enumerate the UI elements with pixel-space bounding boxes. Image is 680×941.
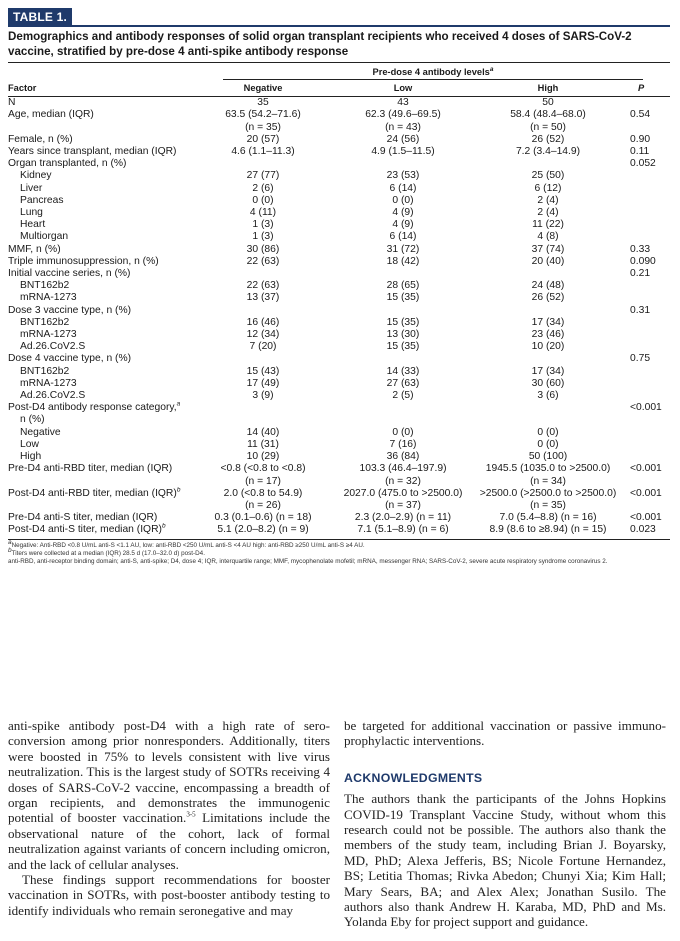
cell-high: 23 (46) <box>531 329 565 341</box>
cell-factor: mRNA-1273 <box>20 377 77 389</box>
table-row <box>8 500 670 512</box>
cell-factor: Post-D4 anti-RBD titer, median (IQR)$^b$ <box>8 486 181 499</box>
cell-negative: 1 (3) <box>252 219 274 231</box>
cell-p: <0.001 <box>630 402 662 414</box>
cell-p <box>618 378 670 390</box>
cell-negative: 17 (49) <box>246 377 280 389</box>
table-row <box>8 390 670 402</box>
cell-high: (n = 35) <box>530 499 566 511</box>
cell-high: 7.2 (3.4–14.9) <box>515 146 581 158</box>
cell-factor: Initial vaccine series, n (%) <box>8 268 131 280</box>
cell-high: 1945.5 (1035.0 to >2500.0) <box>485 463 611 475</box>
cell-high <box>478 268 618 280</box>
table-row <box>8 280 670 292</box>
col-header-factor: Factor <box>8 80 198 97</box>
cell-factor <box>8 122 198 134</box>
cell-p <box>618 231 670 243</box>
cell-p <box>618 292 670 304</box>
cell-low: (n = 43) <box>385 121 421 133</box>
cell-high: 25 (50) <box>531 170 565 182</box>
cell-p: <0.001 <box>630 463 662 475</box>
cell-p: 0.11 <box>630 146 650 158</box>
paragraph-recommendations: These findings support recommendations for booster vaccination in SOTRs, with post-booster antibody testing to identify individuals who remain seronegative and may <box>8 872 330 918</box>
table-row <box>8 292 670 304</box>
cell-high <box>478 158 618 170</box>
table-badge: TABLE 1. <box>8 8 72 25</box>
cell-p: 0.052 <box>630 158 656 170</box>
cell-low <box>328 268 478 280</box>
cell-p <box>618 170 670 182</box>
group-header-label: Pre-dose 4 antibody levels$^a$ <box>372 65 494 77</box>
cell-factor: BNT162b2 <box>20 280 70 292</box>
table-footnotes <box>8 538 670 567</box>
cell-factor: Age, median (IQR) <box>8 109 94 121</box>
cell-negative: 10 (29) <box>246 451 280 463</box>
col-header-high: High <box>478 80 618 97</box>
cell-factor: mRNA-1273 <box>20 329 77 341</box>
cell-high <box>478 353 618 365</box>
cell-negative: (n = 35) <box>245 121 281 133</box>
cell-negative: (n = 26) <box>245 499 281 511</box>
table-row <box>8 451 670 463</box>
cell-low: 2.3 (2.0–2.9) (n = 11) <box>354 512 452 524</box>
table-row <box>8 488 670 500</box>
cell-factor <box>8 500 198 512</box>
cell-p: 0.54 <box>630 109 651 121</box>
cell-negative: 16 (46) <box>246 316 280 328</box>
cell-high: 6 (12) <box>534 182 562 194</box>
table-header-row <box>8 80 670 97</box>
table-row <box>8 378 670 390</box>
table-row <box>8 122 670 134</box>
cell-negative: (n = 17) <box>245 475 281 487</box>
cell-factor: Negative <box>20 426 61 438</box>
cell-low: 2 (5) <box>392 390 414 402</box>
cell-p: 0.90 <box>630 133 651 145</box>
cell-negative: 4 (11) <box>249 207 277 219</box>
cell-factor: Dose 4 vaccine type, n (%) <box>8 353 132 365</box>
cell-negative: 7 (20) <box>249 341 277 353</box>
cell-negative <box>198 414 328 426</box>
cell-high: 24 (48) <box>531 280 565 292</box>
cell-factor: Post-D4 anti-S titer, median (IQR)$^b$ <box>8 524 198 539</box>
cell-negative: 63.5 (54.2–71.6) <box>225 109 301 121</box>
cell-factor: Organ transplanted, n (%) <box>8 158 127 170</box>
cell-low: 4 (9) <box>392 219 414 231</box>
cell-low: 4.9 (1.5–11.5) <box>371 146 435 158</box>
cell-low: 36 (84) <box>386 451 420 463</box>
table-row <box>8 353 670 365</box>
cell-high: 2 (4) <box>537 194 559 206</box>
cell-negative: <0.8 (<0.8 to <0.8) <box>220 463 306 475</box>
cell-low <box>328 402 478 414</box>
table-row <box>8 402 670 414</box>
cell-factor <box>8 476 198 488</box>
cell-high: >2500.0 (>2500.0 to >2500.0) <box>479 487 617 499</box>
cell-high: 26 (52) <box>531 133 565 145</box>
cell-p <box>618 476 670 488</box>
cell-p <box>618 341 670 353</box>
table-row <box>8 268 670 280</box>
cell-p <box>618 390 670 402</box>
group-header-rule <box>223 79 643 80</box>
cell-low: 14 (33) <box>386 365 420 377</box>
cell-negative: 0.3 (0.1–0.6) (n = 18) <box>214 512 312 524</box>
table-row <box>8 476 670 488</box>
acknowledgments-heading: ACKNOWLEDGMENTS <box>344 770 483 785</box>
cell-p <box>618 195 670 207</box>
cell-p <box>618 97 670 110</box>
table-row <box>8 207 670 219</box>
cell-negative: 13 (37) <box>246 292 280 304</box>
cell-negative: 15 (43) <box>246 365 280 377</box>
paragraph-discussion: anti-spike antibody post-D4 with a high rate of sero-conversion among prior nonresponders. Additionally, titers were boosted in 75% to levels consistent with live virus neutralization. This is the largest study of SOTRs receiving 4 doses of SARS-CoV-2 vaccine, encompassing a breadth of organ recipients, and demonstrates the immunogenic potential of booster vaccination.$^{3-5}$ Limitations include the observational nature of the cohort, lack of formal neutralization against variants of concern including omicron, and the lack of cellular analyses. <box>8 718 330 872</box>
cell-high: 10 (20) <box>531 341 565 353</box>
cell-negative: 35 <box>257 97 269 109</box>
cell-low <box>328 158 478 170</box>
cell-low: 4 (9) <box>392 207 414 219</box>
cell-p: <0.001 <box>630 512 662 524</box>
acknowledgments-text: The authors thank the participants of the Johns Hopkins COVID-19 Transplant Vaccine Study, without whom this research could not be possible. The authors also thank the members of the study team, including Brian J. Boyarsky, MD, PhD; Alexa Jefferis, BS; Nicole Fortune Hernandez, BS; Letitia Thomas; Rivka Abedon; Chunyi Xia; Kim Hall; Mary Sears, BA; and Alex Alex; Jonathan Susilo. The authors also thank Andrew H. Karaba, MD, PhD and Ms. Yolanda Eby for project support and guidance. <box>344 791 666 930</box>
cell-p <box>618 280 670 292</box>
table-row <box>8 341 670 353</box>
footnote: anti-RBD, anti-receptor binding domain; anti-S, anti-spike; D4, dose 4; IQR, interquartile range; MMF, mycophenolate mofetil; mRNA, messenger RNA; SARS-CoV-2, severe acute respiratory syndrome coronavirus 2. <box>8 557 608 565</box>
cell-low: 7 (16) <box>389 438 417 450</box>
cell-low: 7.1 (5.1–8.9) (n = 6) <box>328 524 478 539</box>
cell-high: 3 (6) <box>537 390 559 402</box>
cell-low: 0 (0) <box>392 194 414 206</box>
cell-factor: Lung <box>20 207 43 219</box>
cell-p <box>618 427 670 439</box>
cell-low: 28 (65) <box>386 280 420 292</box>
cell-low: 6 (14) <box>389 231 417 243</box>
table-row <box>8 146 670 158</box>
cell-high: 37 (74) <box>531 243 565 255</box>
table-row <box>8 414 670 426</box>
cell-factor: Female, n (%) <box>8 133 73 145</box>
cell-negative: 3 (9) <box>252 390 274 402</box>
cell-high: 0 (0) <box>537 438 559 450</box>
table-body <box>8 97 670 539</box>
cell-negative: 27 (77) <box>246 170 280 182</box>
cell-factor: Pre-D4 anti-RBD titer, median (IQR) <box>8 463 173 475</box>
table-row <box>8 134 670 146</box>
cell-low: 2027.0 (475.0 to >2500.0) <box>343 487 463 499</box>
cell-p <box>618 451 670 463</box>
cell-low <box>328 414 478 426</box>
cell-factor: MMF, n (%) <box>8 243 61 255</box>
cell-low <box>328 305 478 317</box>
cell-high: 50 (100) <box>528 451 568 463</box>
cell-negative: 22 (63) <box>246 280 280 292</box>
cell-low: (n = 37) <box>385 499 421 511</box>
cell-high: (n = 50) <box>530 121 566 133</box>
table-row <box>8 524 670 539</box>
table-row <box>8 170 670 182</box>
cell-negative: 14 (40) <box>246 426 280 438</box>
cell-negative: 4.6 (1.1–11.3) <box>231 146 295 158</box>
cell-factor: BNT162b2 <box>20 316 70 328</box>
table-row <box>8 97 670 110</box>
cell-p: 0.090 <box>630 255 656 267</box>
cell-factor: Triple immunosuppression, n (%) <box>8 255 159 267</box>
cell-high: 26 (52) <box>531 292 565 304</box>
col-header-low: Low <box>328 80 478 97</box>
table-row <box>8 109 670 121</box>
cell-p: 0.21 <box>630 268 651 280</box>
cell-p: 0.023 <box>618 524 670 539</box>
cell-high: 11 (22) <box>532 219 564 231</box>
col-header-p: P <box>618 80 670 97</box>
cell-low: 103.3 (46.4–197.9) <box>359 463 447 475</box>
cell-low <box>328 353 478 365</box>
left-column <box>8 718 330 918</box>
table-row <box>8 231 670 243</box>
cell-factor: N <box>8 97 16 109</box>
cell-p <box>618 329 670 341</box>
cell-high <box>478 305 618 317</box>
cell-p <box>618 122 670 134</box>
cell-high <box>478 402 618 414</box>
cell-p <box>618 414 670 426</box>
cell-p <box>618 219 670 231</box>
cell-low: 27 (63) <box>386 377 420 389</box>
cell-p <box>618 439 670 451</box>
cell-factor: n (%) <box>20 414 45 426</box>
cell-high: 30 (60) <box>531 377 565 389</box>
table-row <box>8 512 670 524</box>
data-table <box>8 80 670 540</box>
table-row <box>8 317 670 329</box>
table-row <box>8 366 670 378</box>
cell-high <box>478 414 618 426</box>
cell-low: 15 (35) <box>386 341 420 353</box>
cell-low: (n = 32) <box>385 475 421 487</box>
cell-factor: BNT162b2 <box>20 365 70 377</box>
badge-rule <box>8 25 670 27</box>
cell-negative: 2.0 (<0.8 to 54.9) <box>223 487 303 499</box>
table-row <box>8 463 670 475</box>
table-row <box>8 305 670 317</box>
cell-p: 0.31 <box>630 304 651 316</box>
cell-negative: 5.1 (2.0–8.2) (n = 9) <box>198 524 328 539</box>
cell-high: 2 (4) <box>537 207 559 219</box>
cell-factor: Pre-D4 anti-S titer, median (IQR) <box>8 512 158 524</box>
cell-p: <0.001 <box>630 487 662 499</box>
cell-high: 8.9 (8.6 to ≥8.94) (n = 15) <box>478 524 618 539</box>
cell-low: 24 (56) <box>386 133 420 145</box>
right-column <box>344 718 666 930</box>
cell-p: 0.75 <box>630 353 651 365</box>
cell-high: 4 (8) <box>537 231 559 243</box>
cell-negative: 22 (63) <box>246 255 280 267</box>
cell-factor: Years since transplant, median (IQR) <box>8 146 177 158</box>
table-row <box>8 195 670 207</box>
cell-high: 7.0 (5.4–8.8) (n = 16) <box>499 512 597 524</box>
cell-low: 15 (35) <box>386 316 420 328</box>
cell-low: 13 (30) <box>386 329 420 341</box>
cell-factor: High <box>20 451 42 463</box>
table-row <box>8 183 670 195</box>
cell-negative: 30 (86) <box>246 243 280 255</box>
cell-p <box>618 500 670 512</box>
table-row <box>8 427 670 439</box>
footnote: aNegative: Anti-RBD <0.8 U/mL anti-S <1.1 AU, low: anti-RBD <250 U/mL anti-S <4 AU high: anti-RBD ≥250 U/mL anti-S ≥4 AU. <box>8 538 365 549</box>
cell-low: 0 (0) <box>392 426 414 438</box>
table-row <box>8 329 670 341</box>
cell-p <box>618 207 670 219</box>
cell-high: 0 (0) <box>537 426 559 438</box>
cell-factor: Ad.26.CoV2.S <box>20 390 86 402</box>
table-row <box>8 244 670 256</box>
cell-negative: 20 (57) <box>246 133 280 145</box>
cell-high: 17 (34) <box>531 316 565 328</box>
cell-p <box>618 183 670 195</box>
cell-low: 62.3 (49.6–69.5) <box>365 109 441 121</box>
cell-high: (n = 34) <box>530 475 566 487</box>
cell-p <box>618 366 670 378</box>
cell-negative <box>198 305 328 317</box>
cell-factor: Pancreas <box>20 194 64 206</box>
paragraph-continuation: be targeted for additional vaccination or passive immuno-prophylactic interventions. <box>344 718 666 749</box>
col-header-negative: Negative <box>198 80 328 97</box>
cell-high: 20 (40) <box>531 255 565 267</box>
cell-low: 23 (53) <box>386 170 420 182</box>
cell-low: 18 (42) <box>386 255 420 267</box>
cell-p: 0.33 <box>630 243 651 255</box>
cell-low: 31 (72) <box>386 243 420 255</box>
cell-high: 17 (34) <box>531 365 565 377</box>
cell-factor: Dose 3 vaccine type, n (%) <box>8 304 132 316</box>
table-row <box>8 158 670 170</box>
cell-low: 43 <box>397 97 409 109</box>
cell-factor: Liver <box>20 182 43 194</box>
table-section <box>8 8 670 566</box>
footnote: bTiters were collected at a median (IQR) 28.5 d (17.0–32.0 d) post-D4. <box>8 546 205 557</box>
cell-p <box>618 317 670 329</box>
group-header <box>8 62 670 80</box>
table-title: Demographics and antibody responses of solid organ transplant recipients who received 4 doses of SARS-CoV-2 vaccine, stratified by pre-dose 4 anti-spike antibody response <box>8 30 632 58</box>
cell-negative: 0 (0) <box>252 194 274 206</box>
cell-negative: 2 (6) <box>252 182 274 194</box>
cell-factor: Multiorgan <box>20 231 69 243</box>
cell-factor: Post-D4 antibody response category,$^a$ <box>8 400 181 414</box>
table-row <box>8 256 670 268</box>
cell-negative: 11 (31) <box>247 438 279 450</box>
cell-negative <box>198 353 328 365</box>
cell-factor: Kidney <box>20 170 52 182</box>
cell-factor: Ad.26.CoV2.S <box>20 341 86 353</box>
cell-factor: Heart <box>20 219 46 231</box>
table-row <box>8 439 670 451</box>
cell-low: 15 (35) <box>386 292 420 304</box>
cell-negative: 1 (3) <box>252 231 274 243</box>
table-row <box>8 219 670 231</box>
cell-negative: 12 (34) <box>246 329 280 341</box>
cell-factor: mRNA-1273 <box>20 292 77 304</box>
cell-negative <box>198 158 328 170</box>
cell-high: 58.4 (48.4–68.0) <box>510 109 586 121</box>
cell-low: 6 (14) <box>389 182 417 194</box>
cell-negative <box>198 402 328 414</box>
cell-high: 50 <box>542 97 554 109</box>
cell-factor: Low <box>20 438 39 450</box>
cell-negative <box>198 268 328 280</box>
